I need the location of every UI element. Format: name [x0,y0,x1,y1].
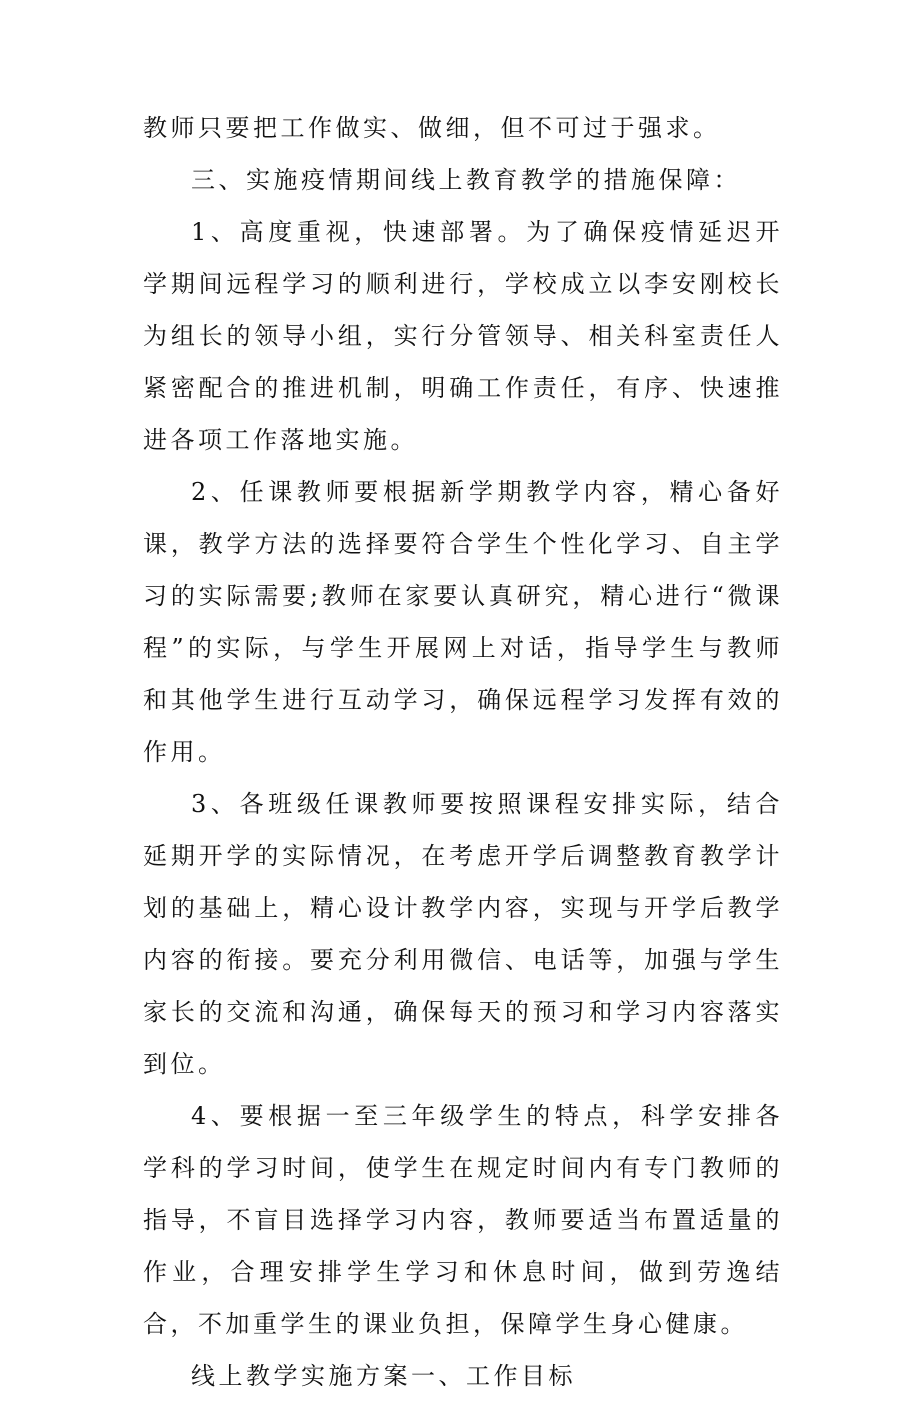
paragraph-item-1: 1、高度重视，快速部署。为了确保疫情延迟开学期间远程学习的顺利进行，学校成立以李安刚校长为组长的领导小组，实行分管领导、相关科室责任人紧密配合的推进机制，明确工作责任，有序、快速推进各项工作落地实施。 [143,218,783,454]
paragraph-item-4: 4、要根据一至三年级学生的特点，科学安排各学科的学习时间，使学生在规定时间内有专门教师的指导，不盲目选择学习内容，教师要适当布置适量的作业，合理安排学生学习和休息时间，做到劳逸结合，不加重学生的课业负担，保障学生身心健康。 [143,1102,783,1338]
paragraph-item-2: 2、任课教师要根据新学期教学内容，精心备好课，教学方法的选择要符合学生个性化学习、自主学习的实际需要;教师在家要认真研究，精心进行“微课程”的实际，与学生开展网上对话，指导学生与教师和其他学生进行互动学习，确保远程学习发挥有效的作用。 [143,478,783,766]
section-heading-measures: 三、实施疫情期间线上教育教学的措施保障： [191,166,741,194]
document-body [143,102,783,1402]
paragraph-continuation: 教师只要把工作做实、做细，但不可过于强求。 [143,114,721,142]
section-heading-plan: 线上教学实施方案一、工作目标 [191,1362,576,1390]
paragraph-item-3: 3、各班级任课教师要按照课程安排实际，结合延期开学的实际情况，在考虑开学后调整教育教学计划的基础上，精心设计教学内容，实现与开学后教学内容的衔接。要充分利用微信、电话等，加强与学生家长的交流和沟通，确保每天的预习和学习内容落实到位。 [143,790,783,1078]
